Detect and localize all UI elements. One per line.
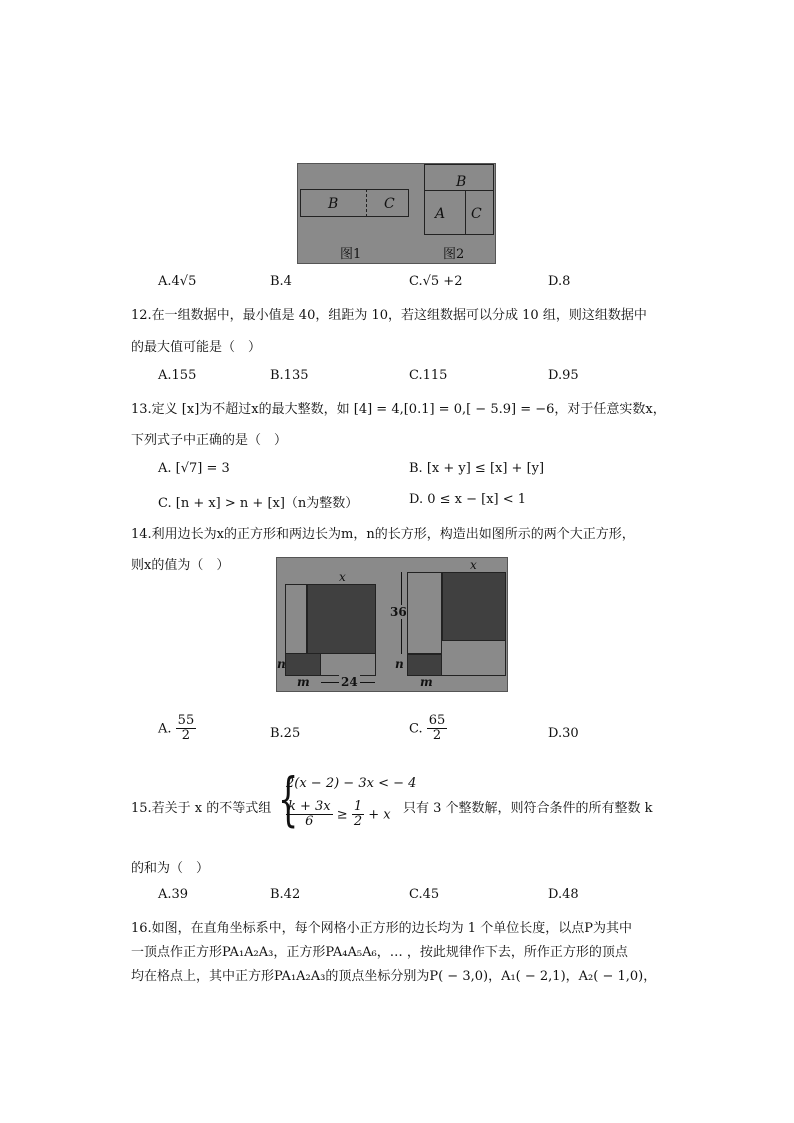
q14-left-small-rect [285,653,321,676]
fig1-label-c: C [384,196,395,212]
q12-option-d: D.95 [548,368,579,383]
q14-option-c-fraction: $\frac{65}{2}$ [428,713,446,744]
q11-figure [297,163,496,264]
q15-option-c: C.45 [409,887,440,902]
q15-option-a: A.39 [158,887,189,902]
q12-line2: 的最大值可能是（ ） [131,340,262,355]
q15-option-d: D.48 [548,887,579,902]
fig1-label-b: B [328,196,339,212]
q14-right-n-label: n [395,657,404,671]
fig2-label-c: C [471,206,482,222]
q11-option-a: A.4√5 [158,274,197,289]
q13-line1: 13.定义 [x]为不超过x的最大整数，如 [4] = 4,[0.1] = 0,[ − 5.9] = −6，对于任意实数x， [131,402,666,417]
q14-line2: 则x的值为（ ） [131,558,230,573]
q11-option-d: D.8 [548,274,571,289]
q16-line1: 16.如图，在直角坐标系中，每个网格小正方形的边长均为 1 个单位长度，以点P为其中 [131,921,632,936]
q15-suffix: 只有 3 个整数解，则符合条件的所有整数 k [403,801,653,816]
q13-option-a: A. [√7] = 3 [158,461,230,476]
fig2-label-a: A [435,206,446,222]
q14-left-x-label: x [339,570,346,584]
q15-inequality-2: $\frac{k + 3x}{6}$ ≥ $\frac{1}{2}$ + x [288,799,391,830]
q14-option-a-fraction: $\frac{55}{2}$ [177,713,195,744]
q15-option-b: B.42 [270,887,301,902]
q14-36-label: 36 [390,605,407,619]
q14-line1: 14.利用边长为x的正方形和两边长为m，n的长方形，构造出如图所示的两个大正方形， [131,527,635,542]
q13-option-d: D. 0 ≤ x − [x] < 1 [409,492,527,507]
q14-left-strip [285,584,307,654]
fig1-caption: 图1 [340,247,362,262]
q11-option-b: B.4 [270,274,292,289]
q14-right-strip [407,572,442,654]
q15-prefix: 15.若关于 x 的不等式组 [131,801,272,816]
q15-inequality-1: 2(x − 2) − 3x < − 4 [286,776,417,791]
q14-option-a: A. $\frac{55}{2}$ [158,713,195,744]
q12-option-c: C.115 [409,368,448,383]
fig2-caption: 图2 [443,247,465,262]
q12-option-a: A.155 [158,368,197,383]
q14-left-x-square [307,584,376,654]
q16-line2: 一顶点作正方形PA₁A₂A₃，正方形PA₄A₅A₆，… ，按此规律作下去，所作正方形的顶点 [131,945,628,960]
q14-figure [276,557,508,692]
q13-option-c: C. [n + x] > n + [x]（n为整数） [158,496,359,511]
q15-brace: { [278,765,299,833]
q14-right-small-rect [407,654,442,676]
q14-option-c: C. $\frac{65}{2}$ [409,713,446,744]
q14-24-label: 24 [341,675,358,689]
q14-right-x-square [442,572,506,641]
q14-right-m-label: m [420,675,433,689]
q11-option-c: C.√5 +2 [409,274,463,289]
fig1-dashed-divider [366,189,367,217]
fig2-label-b: B [456,174,467,190]
q12-option-b: B.135 [270,368,309,383]
q13-line2: 下列式子中正确的是（ ） [131,433,288,448]
q14-option-d: D.30 [548,726,579,741]
q16-line3: 均在格点上，其中正方形PA₁A₂A₃的顶点坐标分别为P( − 3,0)，A₁( − 2,1)，A₂( − 1,0)， [131,969,657,984]
q14-left-m-label: m [297,675,310,689]
q14-option-b: B.25 [270,726,301,741]
q13-option-b: B. [x + y] ≤ [x] + [y] [409,461,545,476]
q14-right-x-label: x [470,558,477,572]
q14-left-n-label: n [277,657,286,671]
q12-line1: 12.在一组数据中，最小值是 40，组距为 10，若这组数据可以分成 10 组，则这组数据中 [131,308,647,323]
q15-line2: 的和为（ ） [131,861,210,876]
